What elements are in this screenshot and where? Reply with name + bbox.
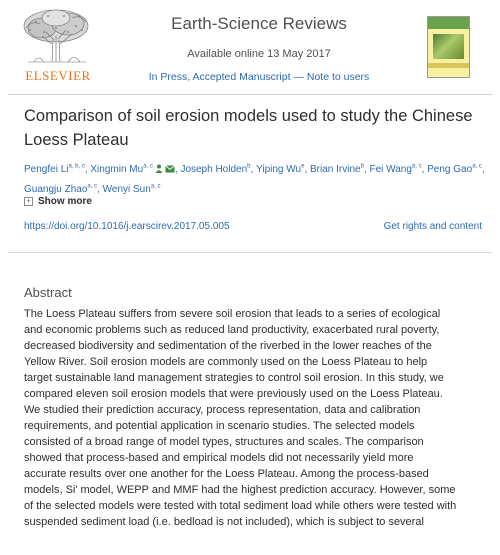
author-affiliation[interactable]: b bbox=[360, 164, 364, 170]
author-item bbox=[103, 184, 161, 195]
abstract-text bbox=[24, 306, 482, 530]
abstract-heading: Abstract bbox=[24, 285, 72, 300]
author-item bbox=[256, 164, 310, 175]
tree-illustration-icon bbox=[6, 6, 106, 68]
author-separator: , bbox=[250, 164, 257, 176]
author-name[interactable]: Guangju Zhao bbox=[24, 183, 88, 195]
author-affiliation[interactable]: a, c bbox=[143, 164, 153, 170]
abstract-line: Yellow River. Soil erosion models are commonly used on the Loess Plateau to help bbox=[24, 356, 428, 368]
abstract-line: The Loess Plateau suffers from severe soil erosion that leads to a series of ecological bbox=[24, 308, 441, 320]
author-name[interactable]: Peng Gao bbox=[427, 164, 473, 176]
publisher-name: ELSEVIER bbox=[25, 68, 91, 83]
author-item bbox=[90, 164, 180, 175]
get-rights-link[interactable]: Get rights and content bbox=[383, 221, 482, 232]
status-label: In Press, Accepted Manuscript bbox=[148, 71, 291, 83]
abstract-line: requirements, and potential application in scenario studies. The selected models bbox=[24, 420, 415, 432]
cover-header-band bbox=[428, 17, 469, 29]
doi-link[interactable]: https://doi.org/10.1016/j.earscirev.2017.05.005 bbox=[24, 221, 230, 232]
abstract-line: suspended sediment load (i.e. bedload is not included), which is subject to several bbox=[24, 516, 424, 528]
abstract-line: accurate results over one another for the Loess Plateau. Among the process-based bbox=[24, 468, 429, 480]
author-item bbox=[310, 164, 369, 175]
author-affiliation[interactable]: a, c bbox=[472, 164, 482, 170]
abstract-line: decreased biodiversity and sedimentation of the riverbed in the lower reaches of the bbox=[24, 340, 432, 352]
article-title: Comparison of soil erosion models used to study the Chinese Loess Plateau bbox=[24, 107, 473, 149]
author-affiliation[interactable]: a, b, c bbox=[68, 164, 85, 170]
author-affiliation[interactable]: e bbox=[301, 164, 305, 170]
show-more-button[interactable] bbox=[24, 196, 92, 207]
author-item bbox=[24, 184, 103, 195]
available-online-date: Available online 13 May 2017 bbox=[187, 48, 331, 60]
author-name[interactable]: Brian Irvine bbox=[310, 164, 361, 176]
author-separator: , bbox=[84, 164, 91, 176]
abstract-line: showed that process-based and empirical models did not necessarily yield more bbox=[24, 452, 414, 464]
abstract-line: target sustainable land management strategies to control soil erosion. In this study, we bbox=[24, 372, 444, 384]
author-affiliation[interactable]: a, c bbox=[150, 183, 161, 190]
author-name[interactable]: Fei Wang bbox=[369, 164, 412, 176]
author-item bbox=[427, 164, 485, 175]
author-name[interactable]: Xingmin Mu bbox=[90, 164, 144, 176]
manuscript-status bbox=[114, 71, 404, 83]
journal-title[interactable]: Earth-Science Reviews bbox=[171, 14, 347, 33]
abstract-line: of the selected models were tested with total sediment load while others were tested with bbox=[24, 500, 457, 512]
author-item bbox=[180, 164, 256, 175]
abstract-line: models, Si' model, WEPP and MMF had the highest prediction accuracy. However, some bbox=[24, 484, 456, 496]
show-more-label: Show more bbox=[38, 196, 92, 207]
author-separator: , bbox=[481, 164, 485, 176]
author-name[interactable]: Wenyi Sun bbox=[102, 183, 151, 195]
journal-cover-thumbnail[interactable] bbox=[427, 16, 470, 78]
author-affiliation[interactable]: a, c bbox=[411, 164, 422, 170]
author-name[interactable]: Pengfei Li bbox=[24, 164, 69, 176]
author-separator: , bbox=[97, 183, 103, 195]
author-affiliation[interactable]: a, c bbox=[87, 183, 98, 190]
abstract-line: consisted of a broad range of model types, structures and scales. The comparison bbox=[24, 436, 424, 448]
person-icon[interactable] bbox=[155, 164, 163, 173]
header-divider bbox=[8, 94, 492, 95]
abstract-line: compared eleven soil erosion models that were previously used on the Loess Plateau. bbox=[24, 388, 443, 400]
author-name[interactable]: Joseph Holden bbox=[180, 164, 248, 176]
author-list bbox=[24, 159, 494, 198]
plus-box-icon: + bbox=[24, 197, 33, 206]
author-affiliation[interactable]: b bbox=[247, 164, 251, 170]
status-separator: — bbox=[290, 71, 307, 83]
journal-banner bbox=[4, 6, 496, 90]
author-item bbox=[369, 164, 427, 175]
cover-photo bbox=[433, 34, 464, 59]
author-separator: , bbox=[174, 164, 181, 176]
elsevier-tree-logo[interactable] bbox=[6, 6, 106, 88]
author-separator: , bbox=[421, 164, 428, 176]
journal-info bbox=[114, 10, 404, 83]
mail-icon[interactable] bbox=[165, 165, 175, 173]
abstract-line: and economic problems such as reduced land productivity, exacerbated rural poverty, bbox=[24, 324, 440, 336]
cover-footer-band bbox=[428, 63, 469, 68]
abstract-line: We studied their prediction accuracy, process representation, data and calibration bbox=[24, 404, 421, 416]
author-name[interactable]: Yiping Wu bbox=[256, 164, 302, 176]
author-item bbox=[24, 164, 90, 175]
author-separator: , bbox=[304, 164, 310, 176]
author-separator: , bbox=[363, 164, 370, 176]
note-to-users-link[interactable]: Note to users bbox=[306, 71, 370, 83]
body-divider bbox=[8, 252, 492, 253]
